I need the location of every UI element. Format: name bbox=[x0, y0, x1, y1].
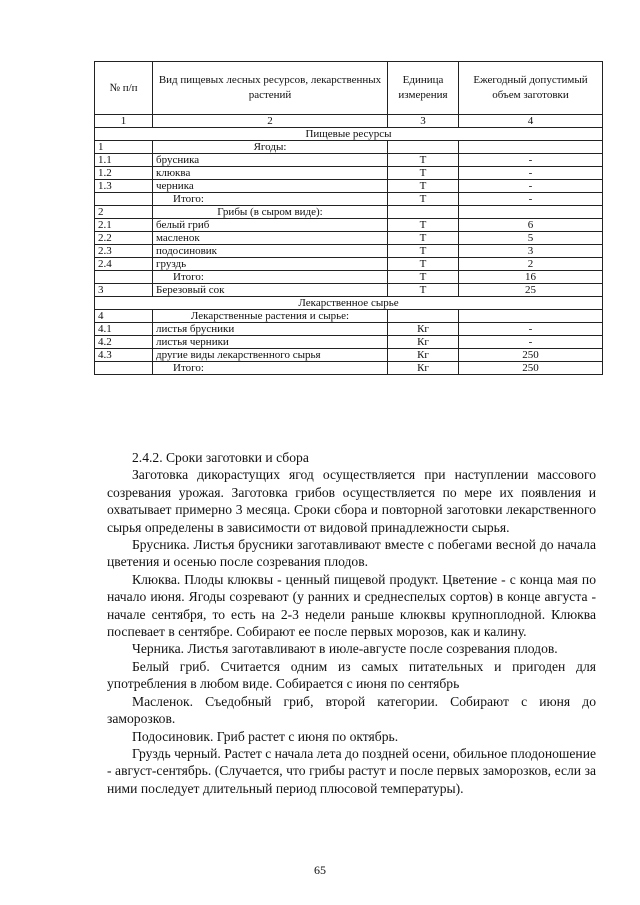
cell-volume bbox=[459, 310, 603, 323]
table-row bbox=[95, 323, 603, 336]
cell-unit: Т bbox=[388, 154, 459, 167]
cell-number bbox=[95, 362, 153, 375]
cell-unit: Т bbox=[388, 219, 459, 232]
cell-volume bbox=[459, 141, 603, 154]
cell-volume: 6 bbox=[459, 219, 603, 232]
cell-unit: Кг bbox=[388, 323, 459, 336]
table-row bbox=[95, 310, 603, 323]
cell-name: Грибы (в сыром виде): bbox=[153, 206, 388, 219]
cell-name: брусника bbox=[153, 154, 388, 167]
cell-unit: Кг bbox=[388, 362, 459, 375]
cell-volume: 25 bbox=[459, 284, 603, 297]
cell-name: подосиновик bbox=[153, 245, 388, 258]
cell-number: 2.1 bbox=[95, 219, 153, 232]
cell-unit bbox=[388, 310, 459, 323]
cell-number: 2.4 bbox=[95, 258, 153, 271]
cell-number: 1 bbox=[95, 141, 153, 154]
column-number: 3 bbox=[388, 115, 459, 128]
column-numbering-row bbox=[95, 115, 603, 128]
cell-number: 4.3 bbox=[95, 349, 153, 362]
cell-name: Итого: bbox=[153, 362, 388, 375]
section-row-medicinal bbox=[95, 297, 603, 310]
cell-number: 2 bbox=[95, 206, 153, 219]
cell-volume: - bbox=[459, 323, 603, 336]
cell-number: 1.2 bbox=[95, 167, 153, 180]
page-number: 65 bbox=[314, 863, 326, 877]
paragraph: Заготовка дикорастущих ягод осуществляется при наступлении массового созревания урожая. Заготовка грибов осуществляется по мере их появления и охватывает примерно 3 месяца. Сроки сбора и повторной заготовки лекарственного сырья определены в зависимости от видовой принадлежности сырья. bbox=[107, 467, 596, 535]
cell-name: Лекарственные растения и сырье: bbox=[153, 310, 388, 323]
cell-unit bbox=[388, 141, 459, 154]
cell-unit: Т bbox=[388, 284, 459, 297]
column-number: 2 bbox=[153, 115, 388, 128]
cell-name: черника bbox=[153, 180, 388, 193]
cell-number bbox=[95, 271, 153, 284]
paragraph: Подосиновик. Гриб растет с июня по октябрь. bbox=[132, 728, 399, 744]
cell-volume: 250 bbox=[459, 349, 603, 362]
table-row bbox=[95, 349, 603, 362]
table-row bbox=[95, 141, 603, 154]
table-row bbox=[95, 180, 603, 193]
cell-volume bbox=[459, 206, 603, 219]
cell-volume: 16 bbox=[459, 271, 603, 284]
cell-unit: Кг bbox=[388, 349, 459, 362]
paragraph: Груздь черный. Растет с начала лета до поздней осени, обильное плодоношение - август-сентябрь. (Случается, что грибы растут и после первых заморозков, если за ними последует длительный период плюсовой температуры). bbox=[107, 745, 596, 796]
table-row bbox=[95, 258, 603, 271]
cell-name: листья брусники bbox=[153, 323, 388, 336]
cell-volume: 2 bbox=[459, 258, 603, 271]
cell-volume: - bbox=[459, 193, 603, 206]
table-row bbox=[95, 362, 603, 375]
cell-name: масленок bbox=[153, 232, 388, 245]
table-row bbox=[95, 232, 603, 245]
table-header-row bbox=[95, 62, 603, 115]
cell-number bbox=[95, 193, 153, 206]
section-heading: 2.4.2. Сроки заготовки и сбора bbox=[132, 450, 309, 465]
cell-volume: - bbox=[459, 167, 603, 180]
cell-name: Березовый сок bbox=[153, 284, 388, 297]
column-number: 4 bbox=[459, 115, 603, 128]
cell-name: белый гриб bbox=[153, 219, 388, 232]
cell-volume: - bbox=[459, 180, 603, 193]
section-title-food: Пищевые ресурсы bbox=[95, 128, 603, 141]
cell-number: 4 bbox=[95, 310, 153, 323]
cell-name: другие виды лекарственного сырья bbox=[153, 349, 388, 362]
cell-number: 4.1 bbox=[95, 323, 153, 336]
table-row bbox=[95, 284, 603, 297]
paragraph: Масленок. Съедобный гриб, второй категории. Собирают с июня до заморозков. bbox=[107, 693, 596, 727]
cell-name: клюква bbox=[153, 167, 388, 180]
cell-number: 3 bbox=[95, 284, 153, 297]
cell-name: груздь bbox=[153, 258, 388, 271]
cell-volume: 250 bbox=[459, 362, 603, 375]
table-row bbox=[95, 167, 603, 180]
cell-volume: 5 bbox=[459, 232, 603, 245]
header-annual-volume: Ежегодный допустимый объем заготовки bbox=[459, 62, 603, 115]
body-text bbox=[107, 449, 596, 797]
cell-unit: Т bbox=[388, 245, 459, 258]
cell-unit: Т bbox=[388, 193, 459, 206]
cell-number: 2.3 bbox=[95, 245, 153, 258]
section-row-food bbox=[95, 128, 603, 141]
cell-volume: 3 bbox=[459, 245, 603, 258]
cell-unit: Т bbox=[388, 271, 459, 284]
column-number: 1 bbox=[95, 115, 153, 128]
cell-name: листья черники bbox=[153, 336, 388, 349]
paragraph: Белый гриб. Считается одним из самых питательных и пригоден для употребления в любом виде. Собирается с июня по сентябрь bbox=[107, 658, 596, 692]
table-row bbox=[95, 245, 603, 258]
table-row bbox=[95, 219, 603, 232]
table-row bbox=[95, 336, 603, 349]
section-title-medicinal: Лекарственное сырье bbox=[95, 297, 603, 310]
table-row bbox=[95, 154, 603, 167]
cell-unit: Т bbox=[388, 232, 459, 245]
header-number: № п/п bbox=[95, 62, 153, 115]
table-row bbox=[95, 193, 603, 206]
paragraph: Клюква. Плоды клюквы - ценный пищевой продукт. Цветение - с конца мая по начало июня. Ягоды созревают (у ранних и среднеспелых сортов) в конце августа - начале сентября, то есть на 2-3 недели раньше клюквы крупноплодной. Клюква поспевает в сентябре. Собирают ее после первых морозов, как и калину. bbox=[107, 571, 596, 640]
cell-number: 4.2 bbox=[95, 336, 153, 349]
paragraph: Брусника. Листья брусники заготавливают вместе с побегами весной до начала цветения и осенью после созревания плодов. bbox=[107, 537, 596, 570]
cell-number: 1.3 bbox=[95, 180, 153, 193]
cell-name: Ягоды: bbox=[153, 141, 388, 154]
header-unit: Единица измерения bbox=[388, 62, 459, 115]
header-resource-type: Вид пищевых лесных ресурсов, лекарственных растений bbox=[153, 62, 388, 115]
table-row bbox=[95, 206, 603, 219]
cell-name: Итого: bbox=[153, 271, 388, 284]
cell-volume: - bbox=[459, 336, 603, 349]
cell-unit: Т bbox=[388, 167, 459, 180]
cell-name: Итого: bbox=[153, 193, 388, 206]
paragraph: Черника. Листья заготавливают в июле-августе после созревания плодов. bbox=[132, 641, 558, 657]
resources-table bbox=[94, 61, 603, 375]
cell-number: 1.1 bbox=[95, 154, 153, 167]
cell-unit bbox=[388, 206, 459, 219]
cell-unit: Т bbox=[388, 258, 459, 271]
cell-unit: Т bbox=[388, 180, 459, 193]
cell-number: 2.2 bbox=[95, 232, 153, 245]
table-row bbox=[95, 271, 603, 284]
cell-volume: - bbox=[459, 154, 603, 167]
cell-unit: Кг bbox=[388, 336, 459, 349]
